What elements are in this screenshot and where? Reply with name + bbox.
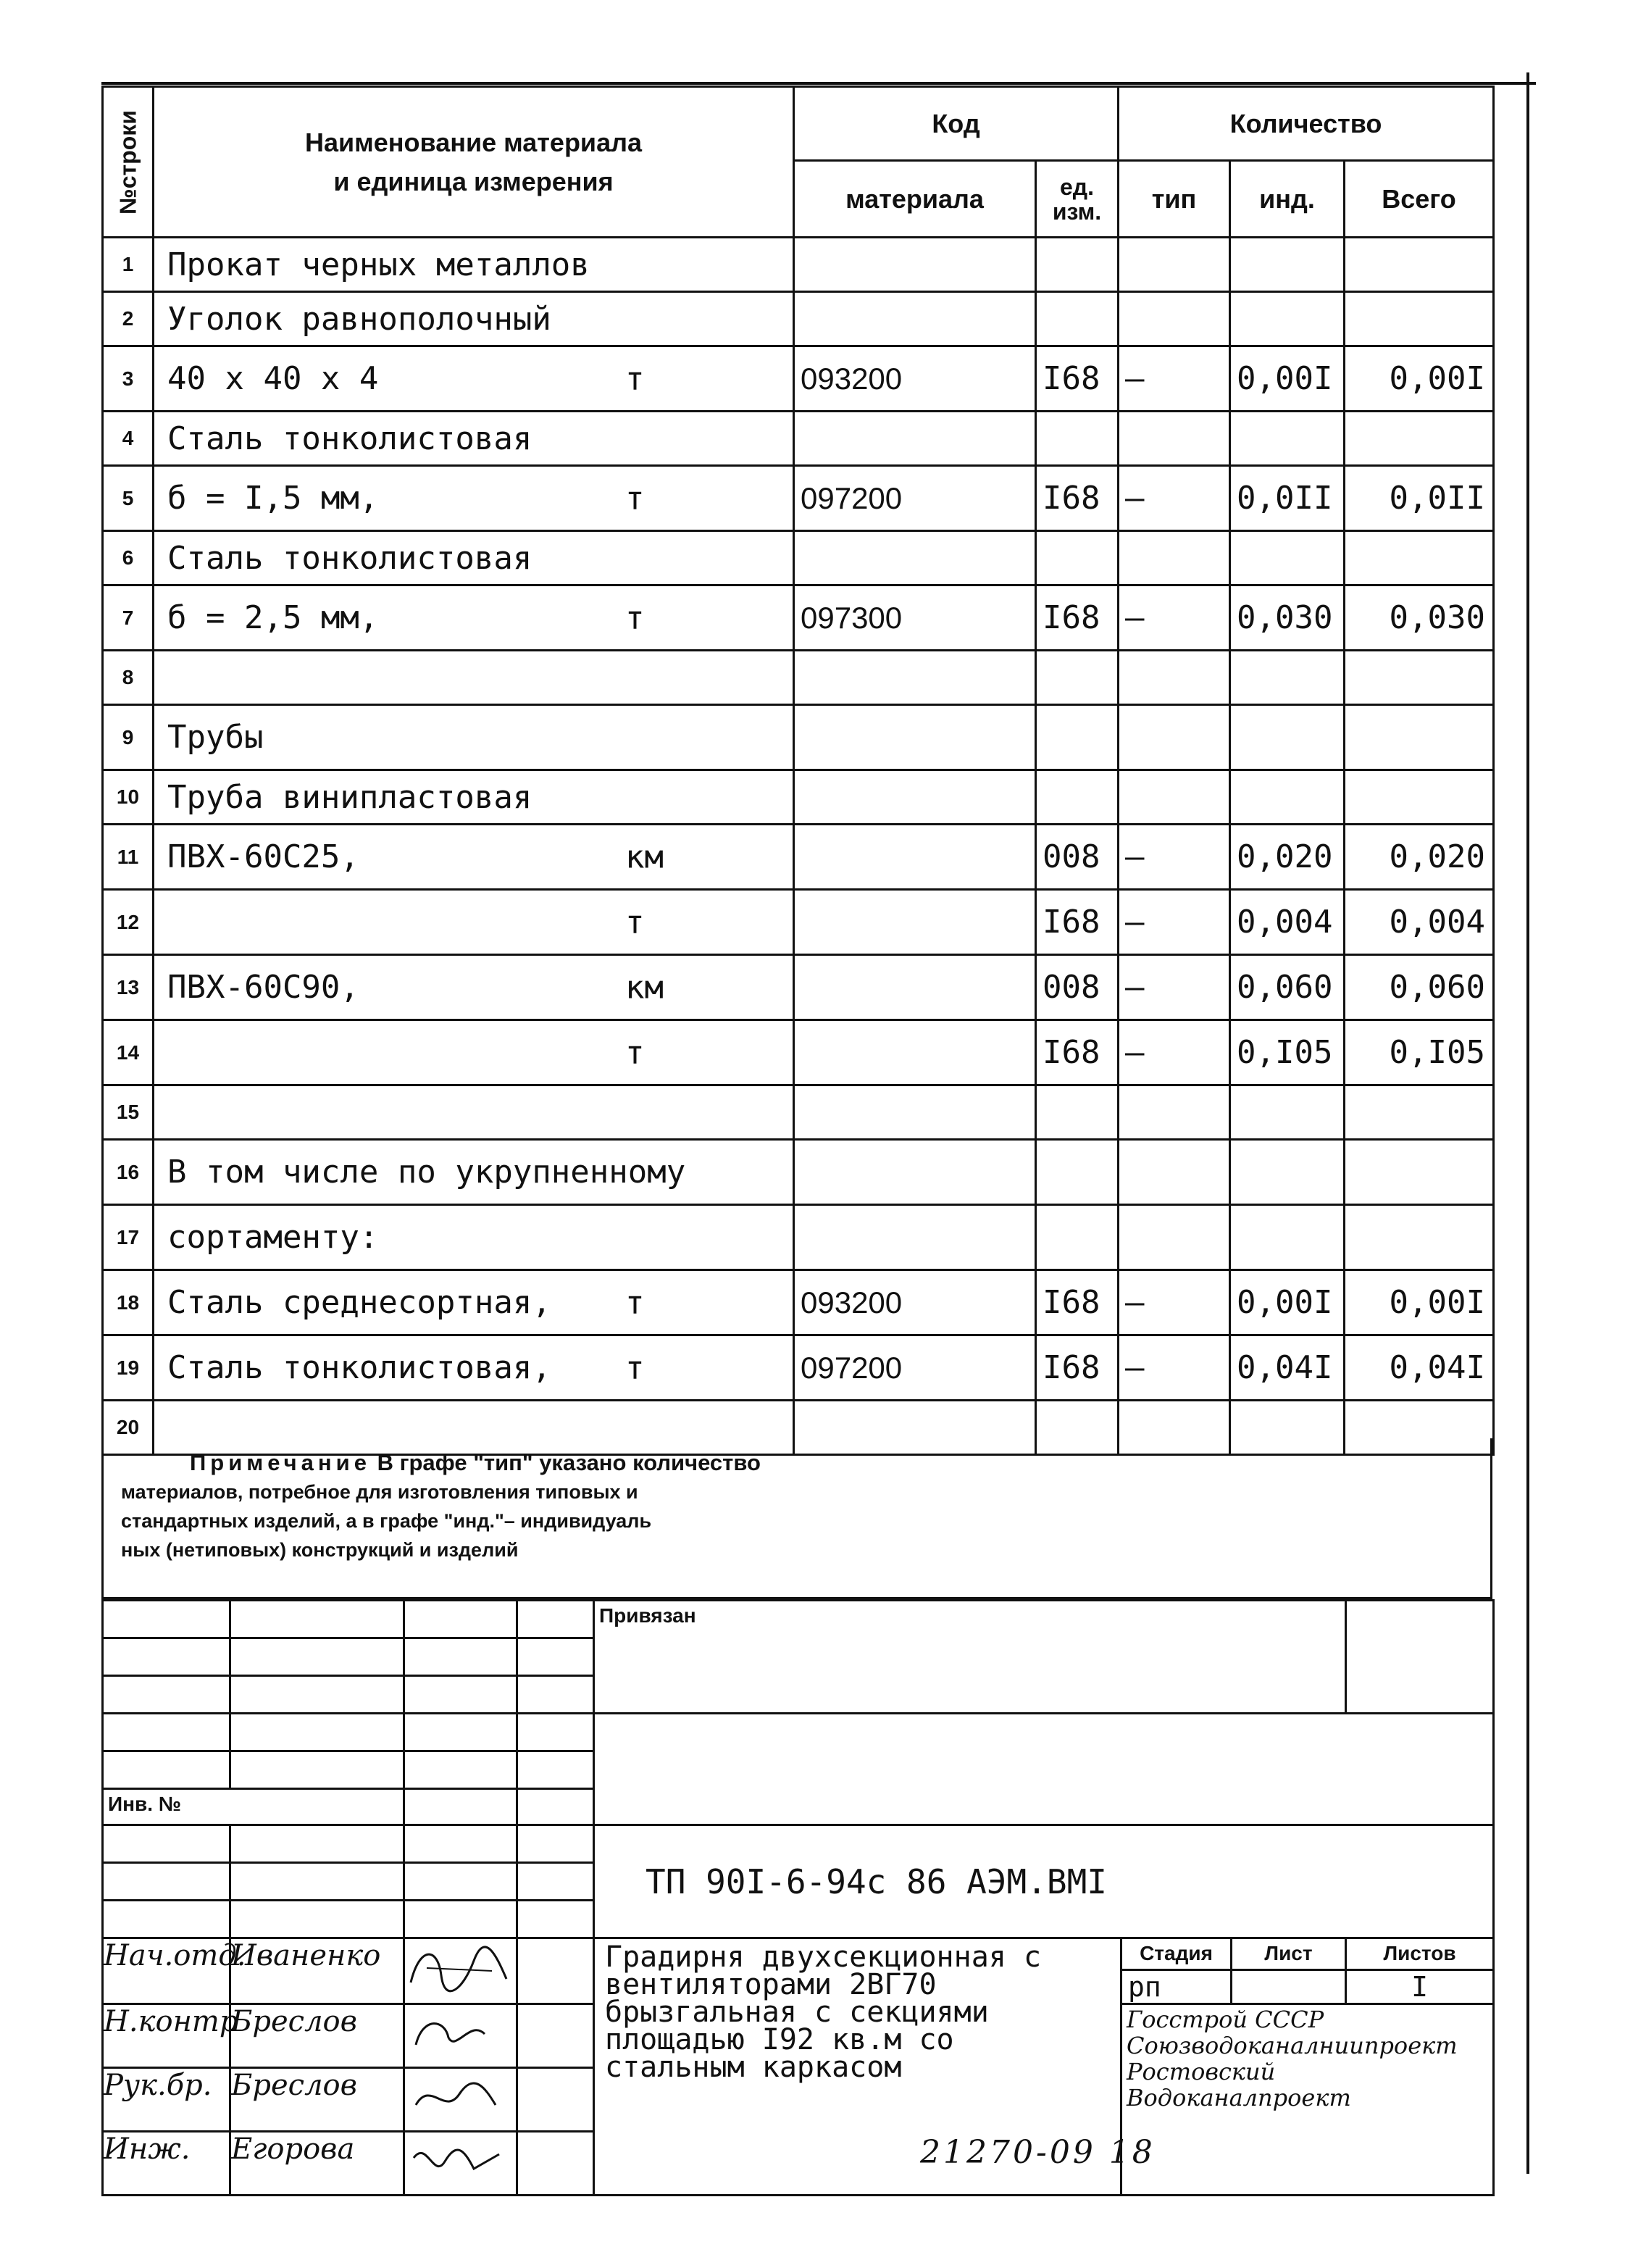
row-number: 14 (103, 1020, 154, 1085)
quantity-ind (1230, 1085, 1345, 1140)
quantity-ind: 0,00I (1230, 346, 1345, 412)
material-unit: т (625, 480, 645, 517)
unit-code (1036, 292, 1119, 346)
table-row (103, 1205, 1494, 1270)
quantity-total (1345, 238, 1494, 292)
material-name-cell (154, 651, 794, 705)
unit-code (1036, 651, 1119, 705)
material-unit: км (625, 838, 664, 875)
table-row (103, 1335, 1494, 1401)
quantity-total (1345, 412, 1494, 466)
material-name-cell (154, 346, 794, 412)
unit-code: I68 (1036, 346, 1119, 412)
quantity-type (1119, 705, 1230, 770)
quantity-ind: 0,00I (1230, 1270, 1345, 1335)
quantity-type: – (1119, 1335, 1230, 1401)
table-row (103, 770, 1494, 825)
material-code (794, 531, 1036, 585)
material-name-cell (154, 412, 794, 466)
quantity-type: – (1119, 466, 1230, 531)
quantity-header: Количество (1119, 87, 1494, 161)
row-number-header: №строки (103, 87, 154, 238)
table-row (103, 531, 1494, 585)
material-name-cell (154, 238, 794, 292)
row-number: 12 (103, 890, 154, 955)
row-number: 15 (103, 1085, 154, 1140)
material-name-header-line1: Наименование материала (305, 127, 642, 157)
quantity-total (1345, 705, 1494, 770)
stage-value: рп (1121, 1970, 1232, 2004)
unit-code: I68 (1036, 890, 1119, 955)
quantity-type (1119, 1085, 1230, 1140)
note-line2: материалов, потребное для изготовления типовых и (121, 1481, 638, 1503)
quantity-ind: 0,0II (1230, 466, 1345, 531)
quantity-type (1119, 412, 1230, 466)
quantity-total: 0,00I (1345, 1270, 1494, 1335)
quantity-total: 0,04I (1345, 1335, 1494, 1401)
quantity-ind: 0,060 (1230, 955, 1345, 1020)
quantity-ind (1230, 531, 1345, 585)
material-code (794, 770, 1036, 825)
quantity-type: – (1119, 890, 1230, 955)
sheets-value: I (1346, 1970, 1494, 2004)
signer-name-1: Иваненко (230, 1938, 404, 2004)
signer-name-4: Егорова (230, 2132, 404, 2196)
row-number: 5 (103, 466, 154, 531)
material-name-cell (154, 531, 794, 585)
table-row (103, 955, 1494, 1020)
material-name: В том числе по укрупненному (167, 1154, 686, 1191)
table-row (103, 1270, 1494, 1335)
table-row (103, 651, 1494, 705)
quantity-ind (1230, 1140, 1345, 1205)
material-name: сортаменту: (167, 1219, 379, 1256)
table-row (103, 466, 1494, 531)
quantity-total (1345, 1205, 1494, 1270)
row-number: 11 (103, 825, 154, 890)
material-code (794, 955, 1036, 1020)
signer-role-2: Н.контр (103, 2004, 230, 2068)
material-code (794, 825, 1036, 890)
table-row (103, 1140, 1494, 1205)
material-unit: км (625, 969, 664, 1006)
row-number: 10 (103, 770, 154, 825)
row-number: 9 (103, 705, 154, 770)
signer-role-3: Рук.бр. (103, 2068, 230, 2132)
signature-3 (404, 2068, 517, 2132)
material-code (794, 1020, 1036, 1085)
material-unit: т (625, 599, 645, 636)
type-header: тип (1119, 161, 1230, 238)
material-code (794, 1205, 1036, 1270)
quantity-type: – (1119, 825, 1230, 890)
quantity-type: – (1119, 955, 1230, 1020)
material-name: Сталь среднесортная, (167, 1284, 551, 1321)
material-unit: т (625, 1284, 645, 1321)
quantity-ind (1230, 1205, 1345, 1270)
unit-code (1036, 770, 1119, 825)
sheet-label: Лист (1232, 1938, 1346, 1970)
material-name-cell (154, 466, 794, 531)
unit-code: I68 (1036, 466, 1119, 531)
document-code: ТП 90I-6-94с 86 АЭМ.ВМI (594, 1825, 1494, 1938)
row-number: 13 (103, 955, 154, 1020)
unit-code: I68 (1036, 585, 1119, 651)
material-code (794, 238, 1036, 292)
material-name-header-line2: и единица измерения (333, 166, 614, 196)
material-code (794, 651, 1036, 705)
table-row (103, 585, 1494, 651)
row-number: 6 (103, 531, 154, 585)
quantity-ind: 0,I05 (1230, 1020, 1345, 1085)
note-block (101, 1438, 1492, 1599)
material-name-cell (154, 770, 794, 825)
row-number: 8 (103, 651, 154, 705)
table-row (103, 825, 1494, 890)
row-number: 3 (103, 346, 154, 412)
table-row (103, 292, 1494, 346)
unit-code: I68 (1036, 1270, 1119, 1335)
quantity-type (1119, 1140, 1230, 1205)
unit-code: 008 (1036, 825, 1119, 890)
quantity-ind (1230, 770, 1345, 825)
code-header: Код (794, 87, 1119, 161)
material-code (794, 412, 1036, 466)
unit-code (1036, 238, 1119, 292)
table-row (103, 1085, 1494, 1140)
quantity-ind (1230, 412, 1345, 466)
material-name-cell (154, 1140, 794, 1205)
material-name: Труба винипластовая (167, 778, 532, 816)
quantity-type (1119, 651, 1230, 705)
quantity-total: 0,020 (1345, 825, 1494, 890)
stage-label: Стадия (1121, 1938, 1232, 1970)
row-number: 19 (103, 1335, 154, 1401)
quantity-ind (1230, 651, 1345, 705)
material-code (794, 890, 1036, 955)
unit-code (1036, 531, 1119, 585)
row-number: 16 (103, 1140, 154, 1205)
material-code (794, 1140, 1036, 1205)
sheets-label: Листов (1346, 1938, 1494, 1970)
material-code (794, 1085, 1036, 1140)
material-unit: т (625, 360, 645, 397)
quantity-total: 0,0II (1345, 466, 1494, 531)
signature-4 (404, 2132, 517, 2196)
material-code: 097300 (794, 585, 1036, 651)
row-number: 17 (103, 1205, 154, 1270)
unit-code (1036, 1085, 1119, 1140)
row-number: 2 (103, 292, 154, 346)
quantity-ind (1230, 292, 1345, 346)
unit-code: I68 (1036, 1020, 1119, 1085)
bound-label: Привязан (594, 1601, 1346, 1714)
signer-name-3: Бреслов (230, 2068, 404, 2132)
material-name-cell (154, 1020, 794, 1085)
material-name-cell (154, 1205, 794, 1270)
sheet-value (1232, 1970, 1346, 2004)
quantity-total (1345, 651, 1494, 705)
table-row (103, 890, 1494, 955)
material-name-cell (154, 705, 794, 770)
material-name-cell (154, 955, 794, 1020)
material-name: Сталь тонколистовая (167, 420, 532, 457)
material-name-cell (154, 1335, 794, 1401)
quantity-total: 0,I05 (1345, 1020, 1494, 1085)
quantity-type: – (1119, 1270, 1230, 1335)
material-name: Сталь тонколистовая, (167, 1349, 551, 1386)
unit-code (1036, 705, 1119, 770)
signature-1 (404, 1938, 517, 2004)
unit-code-header: ед. изм. (1036, 161, 1119, 238)
material-name-cell (154, 825, 794, 890)
quantity-total: 0,00I (1345, 346, 1494, 412)
quantity-total (1345, 1140, 1494, 1205)
frame-right-line (1526, 72, 1529, 2174)
unit-code: 008 (1036, 955, 1119, 1020)
frame-top-line (101, 82, 1536, 85)
row-number: 18 (103, 1270, 154, 1335)
unit-code (1036, 412, 1119, 466)
material-name: б = 2,5 мм, (167, 599, 379, 636)
quantity-type (1119, 1205, 1230, 1270)
material-code: 097200 (794, 466, 1036, 531)
materials-table-body (103, 238, 1494, 1455)
quantity-type (1119, 238, 1230, 292)
quantity-type (1119, 292, 1230, 346)
archive-number: 21270-09 18 (920, 2134, 1156, 2171)
material-code: 097200 (794, 1335, 1036, 1401)
quantity-ind (1230, 238, 1345, 292)
material-name-cell (154, 890, 794, 955)
signer-role-4: Инж. (103, 2132, 230, 2196)
quantity-ind: 0,04I (1230, 1335, 1345, 1401)
quantity-total: 0,004 (1345, 890, 1494, 955)
signature-2 (404, 2004, 517, 2068)
quantity-ind: 0,030 (1230, 585, 1345, 651)
signer-name-2: Бреслов (230, 2004, 404, 2068)
quantity-type: – (1119, 585, 1230, 651)
note-line1: В графе "тип" указано количество (377, 1450, 761, 1475)
quantity-total: 0,060 (1345, 955, 1494, 1020)
quantity-type: – (1119, 1020, 1230, 1085)
title-block-table (101, 1599, 1495, 2196)
materials-table (101, 86, 1495, 1456)
material-name-cell (154, 292, 794, 346)
quantity-type (1119, 531, 1230, 585)
quantity-ind: 0,004 (1230, 890, 1345, 955)
note-title: Примечание (190, 1450, 371, 1475)
quantity-type (1119, 770, 1230, 825)
object-title: Градирня двухсекционная с вентиляторами 2ВГ70 брызгальная с секциями площадью I92 кв.м со стальным каркасом (594, 1938, 1121, 2196)
table-row (103, 412, 1494, 466)
row-number: 1 (103, 238, 154, 292)
row-number: 20 (103, 1401, 154, 1455)
material-code-header: материала (794, 161, 1036, 238)
material-code (794, 292, 1036, 346)
material-code (794, 705, 1036, 770)
material-name-cell (154, 1270, 794, 1335)
table-row (103, 705, 1494, 770)
inventory-number-label: Инв. № (103, 1789, 404, 1825)
quantity-ind (1230, 705, 1345, 770)
unit-code (1036, 1140, 1119, 1205)
table-row (103, 346, 1494, 412)
material-name: Уголок равнополочный (167, 300, 551, 338)
quantity-ind: 0,020 (1230, 825, 1345, 890)
material-unit: т (625, 1349, 645, 1386)
quantity-type: – (1119, 346, 1230, 412)
organization-name: Госстрой СССР Союзводоканалниипроект Ростовский Водоканалпроект (1121, 2004, 1494, 2196)
quantity-total (1345, 531, 1494, 585)
material-name: Трубы (167, 719, 264, 756)
material-name-cell (154, 1085, 794, 1140)
material-name: ПВХ-60С25, (167, 838, 359, 875)
material-name: ПВХ-60С90, (167, 969, 359, 1006)
quantity-total: 0,030 (1345, 585, 1494, 651)
material-name: Сталь тонколистовая (167, 539, 532, 577)
specification-sheet (101, 86, 1492, 1456)
material-unit: т (625, 904, 645, 941)
quantity-total (1345, 770, 1494, 825)
note-line3: стандартных изделий, а в графе "инд."– индивидуаль (121, 1510, 652, 1532)
note-line4: ных (нетиповых) конструкций и изделий (121, 1539, 519, 1561)
material-name: Прокат черных металлов (167, 246, 590, 283)
material-name: б = I,5 мм, (167, 480, 379, 517)
unit-code (1036, 1205, 1119, 1270)
table-row (103, 238, 1494, 292)
material-name-cell (154, 585, 794, 651)
total-header: Всего (1345, 161, 1494, 238)
quantity-total (1345, 1085, 1494, 1140)
unit-code: I68 (1036, 1335, 1119, 1401)
ind-header: инд. (1230, 161, 1345, 238)
material-name-header (154, 87, 794, 238)
material-code: 093200 (794, 1270, 1036, 1335)
quantity-total (1345, 292, 1494, 346)
table-row (103, 1020, 1494, 1085)
signer-role-1: Нач.отд. (103, 1938, 230, 2004)
material-code: 093200 (794, 346, 1036, 412)
material-name: 40 х 40 х 4 (167, 360, 379, 397)
row-number: 7 (103, 585, 154, 651)
material-unit: т (625, 1034, 645, 1071)
row-number: 4 (103, 412, 154, 466)
